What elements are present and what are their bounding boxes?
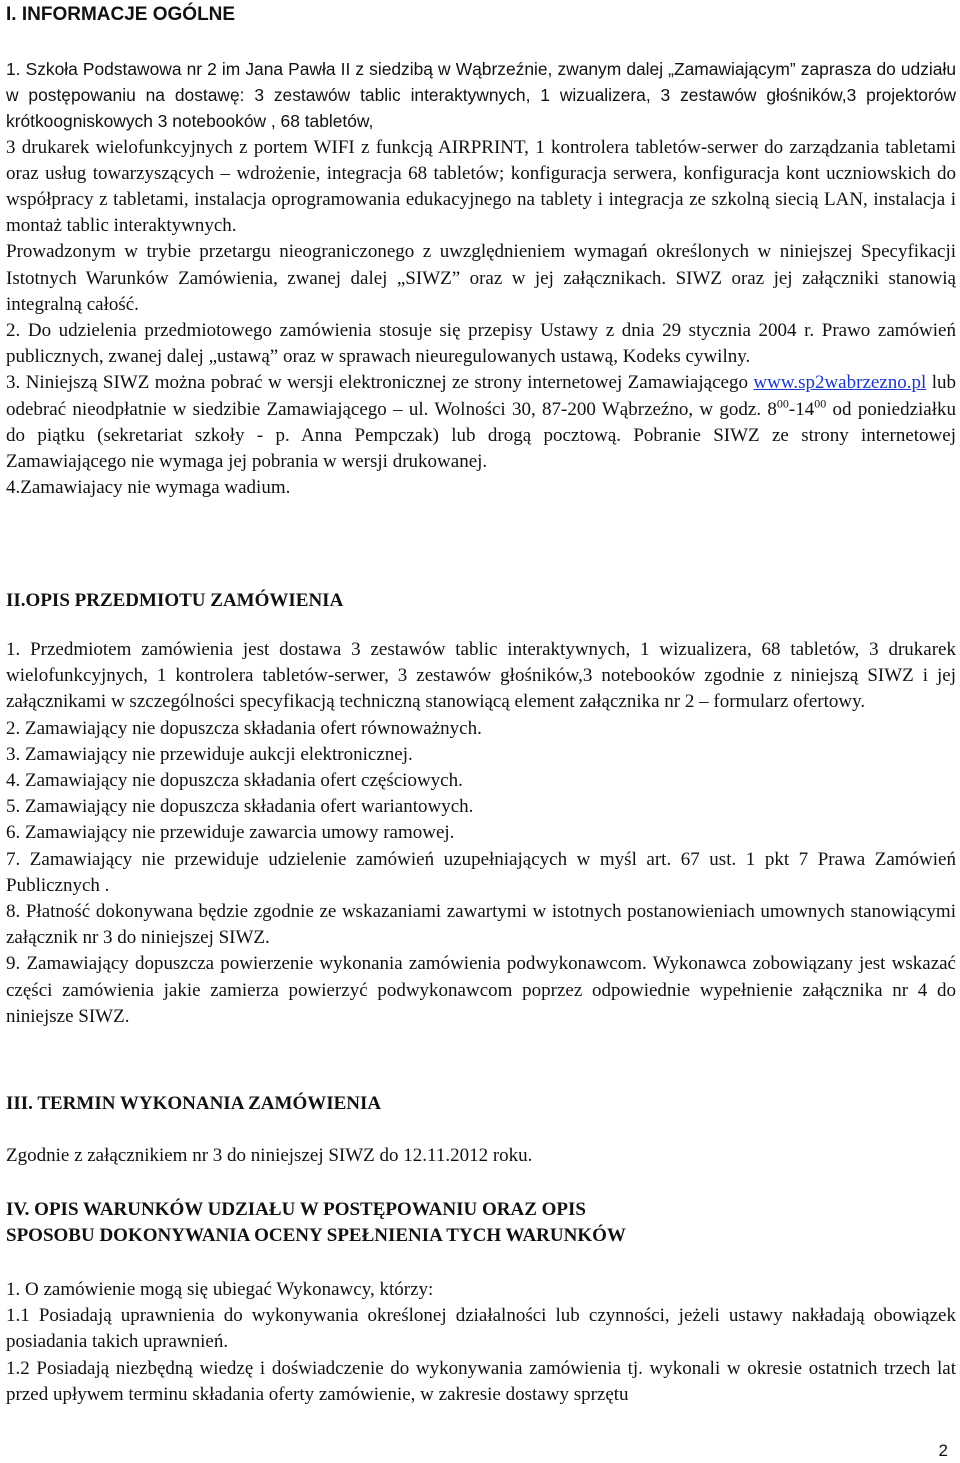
list-item: 8. Płatność dokonywana będzie zgodnie ze wskazaniami zawartymi w istotnych postanowieniach umownych stanowiącymi załącznik nr 3 do niniejszej SIWZ. (6, 901, 956, 949)
section-2-title: II.OPIS PRZEDMIOTU ZAMÓWIENIA (6, 590, 344, 611)
section-4-title: IV. OPIS WARUNKÓW UDZIAŁU W POSTĘPOWANIU ORAZ OPIS SPOSOBU DOKONYWANIA OCENY SPEŁNIENIA TYCH WARUNKÓW (6, 1199, 626, 1246)
section-1-body (6, 56, 956, 501)
list-item: 5. Zamawiający nie dopuszcza składania ofert wariantowych. (6, 796, 474, 818)
section-1-title: I. INFORMACJE OGÓLNE (6, 4, 236, 25)
paragraph-1-intro: 1. Szkoła Podstawowa nr 2 im Jana Pawła II z siedzibą w Wąbrzeźnie, zwanym dalej „Zamawiającym” zaprasza do udziału w postępowaniu na dostawę: 3 zestawów tablic interaktywnych, 1 wizualizera, 3 zestawów głośników,3 projektorów krótkoogniskowych 3 notebooków , 68 tabletów, (6, 59, 956, 132)
list-item: 2. Zamawiający nie dopuszcza składania ofert równoważnych. (6, 717, 482, 739)
paragraph-1-continued: 3 drukarek wielofunkcyjnych z portem WIFI z funkcją AIRPRINT, 1 kontrolera tabletów-serwer do zarządzania tabletami oraz usług towarzyszących – wdrożenie, integracja 68 tabletów; konfiguracja serwera, konfiguracja kont uczniowskich do współpracy z tabletami, instalacja oprogramowania edukacyjnego na tablety i integracja ze szkolną siecią LAN, instalacja i montaż tablic interaktywnych. (6, 136, 956, 237)
paragraph-2-law: 2. Do udzielenia przedmiotowego zamówienia stosuje się przepisy Ustawy z dnia 29 stycznia 2004 r. Prawo zamówień publicznych, zwanej dalej „ustawą” oraz w sprawach nieuregulowanych ustawą, Kodeks cywilny. (6, 320, 956, 368)
list-item: 6. Zamawiający nie przewiduje zawarcia umowy ramowej. (6, 822, 455, 844)
paragraph-4-1: 1. O zamówienie mogą się ubiegać Wykonawcy, którzy: (6, 1279, 434, 1300)
paragraph-1-procedure: Prowadzonym w trybie przetargu nieograniczonego z uwzględnieniem wymagań określonych w niniejszej Specyfikacji Istotnych Warunków Zamówienia, zwanej dalej „SIWZ” oraz w jej załącznikach. SIWZ oraz jej załączniki stanowią integralną całość. (6, 241, 956, 315)
section-3-title: III. TERMIN WYKONANIA ZAMÓWIENIA (6, 1093, 382, 1114)
list-item: 3. Zamawiający nie przewiduje aukcji elektronicznej. (6, 743, 413, 765)
paragraph-4-deposit: 4.Zamawiajacy nie wymaga wadium. (6, 477, 291, 499)
paragraph-4-1-1: 1.1 Posiadają uprawnienia do wykonywania określonej działalności lub czynności, jeżeli ustawy nakładają obowiązek posiadania takich uprawnień. (6, 1305, 956, 1353)
list-item: 7. Zamawiający nie przewiduje udzielenie zamówień uzupełniających w myśl art. 67 ust. 1 pkt 7 Prawa Zamówień Publicznych . (6, 848, 956, 896)
section-4-body (6, 1277, 956, 1408)
paragraph-4-1-2: 1.2 Posiadają niezbędną wiedzę i doświadczenie do wykonywania zamówienia tj. wykonali w okresie ostatnich trzech lat przed upływem terminu składania oferty zamówienie, w zakresie dostawy sprzętu (6, 1357, 956, 1405)
list-item: 1. Przedmiotem zamówienia jest dostawa 3 zestawów tablic interaktywnych, 1 wizualizera, 68 tabletów, 3 drukarek wielofunkcyjnych, 1 kontrolera tabletów-serwer, 3 zestawów głośników,3 notebooków zgodnie z niniejszą SIWZ i jej załącznikami w szczególności specyfikacją techniczną stanowiącą element załącznika nr 2 – formularz ofertowy. (6, 639, 956, 713)
page-number: 2 (938, 1441, 948, 1460)
section-3-text: Zgodnie z załącznikiem nr 3 do niniejszej SIWZ do 12.11.2012 roku. (6, 1145, 533, 1166)
list-item: 9. Zamawiający dopuszcza powierzenie wykonania zamówienia podwykonawcom. Wykonawca zobowiązany jest wskazać części zamówienia jakie zamierza powierzyć podwykonawcom poprzez odpowiednie wypełnienie załącznika nr 4 do niniejsze SIWZ. (6, 953, 956, 1027)
section-2-body (6, 637, 956, 1030)
list-item: 4. Zamawiający nie dopuszcza składania ofert częściowych. (6, 770, 463, 792)
paragraph-3-download: 3. Niniejszą SIWZ można pobrać w wersji elektronicznej ze strony internetowej Zamawiającego www.sp2wabrzezno.pl lub odebrać nieodpłatnie w siedzibie Zamawiającego – ul. Wolności 30, 87-200 Wąbrzeźno, w godz. $8^{00}-14^{00}$ od poniedziałku do piątku (sekretariat szkoły - p. Anna Pempczak) lub drogą pocztową. Pobranie SIWZ ze strony internetowej Zamawiającego nie wymaga jej pobrania w wersji drukowanej. (6, 372, 957, 473)
website-link[interactable]: www.sp2wabrzezno.pl (753, 372, 927, 394)
